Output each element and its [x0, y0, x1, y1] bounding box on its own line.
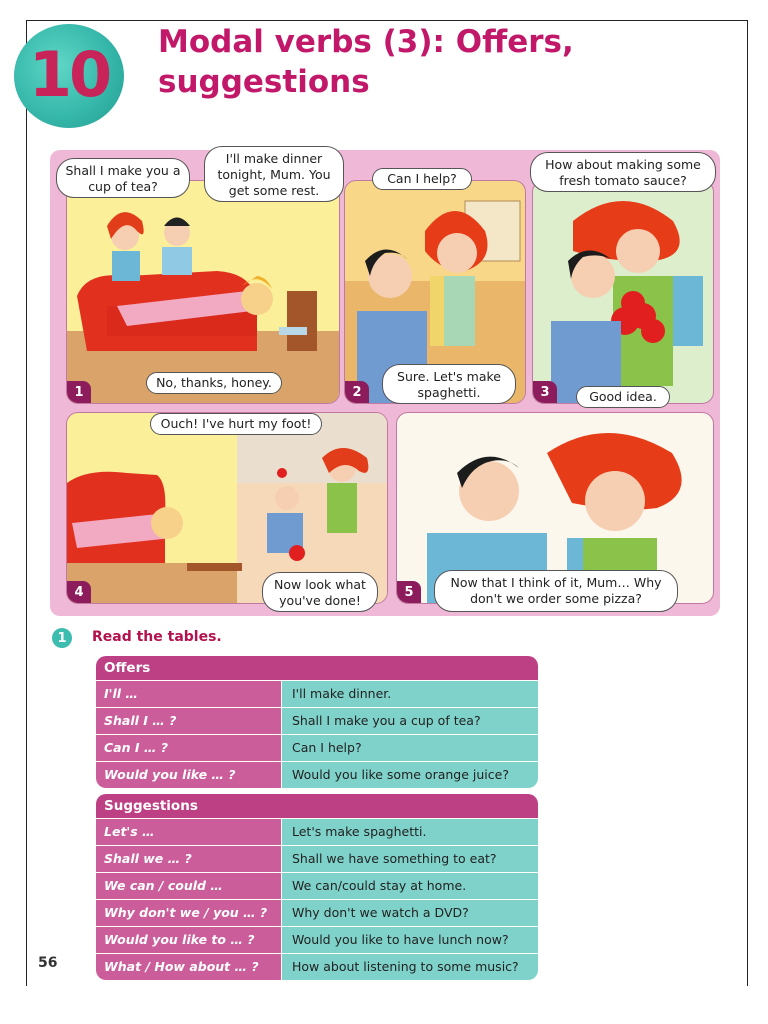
suggestions-table [96, 794, 538, 980]
structure-cell: I'll … [96, 681, 282, 707]
speech-bubble: Now look what you've done! [262, 572, 378, 612]
unit-title-line2: suggestions [158, 64, 370, 100]
speech-bubble: Ouch! I've hurt my foot! [150, 413, 322, 435]
table-row [96, 818, 538, 845]
structure-cell: Would you like … ? [96, 762, 282, 788]
speech-bubble: Sure. Let's make spaghetti. [382, 364, 516, 404]
speech-bubble: How about making some fresh tomato sauce? [530, 152, 716, 192]
example-cell: How about listening to some music? [282, 954, 538, 980]
structure-cell: Shall we … ? [96, 846, 282, 872]
speech-bubble: Good idea. [576, 386, 670, 408]
table-row [96, 845, 538, 872]
example-cell: Shall we have something to eat? [282, 846, 538, 872]
unit-title [158, 22, 718, 102]
speech-bubble: No, thanks, honey. [146, 372, 282, 394]
example-cell: I'll make dinner. [282, 681, 538, 707]
panel-number: 4 [67, 581, 91, 603]
table-heading: Offers [96, 656, 538, 680]
panel-1-illustration [67, 181, 339, 403]
speech-bubble: I'll make dinner tonight, Mum. You get some rest. [204, 146, 344, 202]
exercise-number-badge: 1 [52, 628, 72, 648]
comic-panel-3 [532, 180, 714, 404]
unit-title-line1: Modal verbs (3): Offers, [158, 24, 574, 60]
table-row [96, 707, 538, 734]
example-cell: Would you like some orange juice? [282, 762, 538, 788]
offers-table [96, 656, 538, 788]
structure-cell: What / How about … ? [96, 954, 282, 980]
page-frame-right [747, 20, 748, 986]
page-frame-left [26, 20, 27, 986]
table-row [96, 680, 538, 707]
table-row [96, 926, 538, 953]
example-cell: Why don't we watch a DVD? [282, 900, 538, 926]
example-cell: Can I help? [282, 735, 538, 761]
table-row [96, 872, 538, 899]
panel-number: 1 [67, 381, 91, 403]
speech-bubble: Shall I make you a cup of tea? [56, 158, 190, 198]
table-row [96, 899, 538, 926]
panel-number: 2 [345, 381, 369, 403]
example-cell: Let's make spaghetti. [282, 819, 538, 845]
panel-number: 3 [533, 381, 557, 403]
table-row [96, 761, 538, 788]
structure-cell: Would you like to … ? [96, 927, 282, 953]
speech-bubble: Now that I think of it, Mum… Why don't we order some pizza? [434, 570, 678, 612]
page-frame-top [26, 20, 748, 21]
page-number: 56 [38, 955, 58, 971]
table-row [96, 734, 538, 761]
unit-number: 10 [28, 38, 110, 111]
panel-number: 5 [397, 581, 421, 603]
structure-cell: Can I … ? [96, 735, 282, 761]
table-heading: Suggestions [96, 794, 538, 818]
example-cell: Shall I make you a cup of tea? [282, 708, 538, 734]
structure-cell: We can / could … [96, 873, 282, 899]
speech-bubble: Can I help? [372, 168, 472, 190]
example-cell: Would you like to have lunch now? [282, 927, 538, 953]
structure-cell: Shall I … ? [96, 708, 282, 734]
exercise-title: Read the tables. [92, 629, 222, 645]
structure-cell: Why don't we / you … ? [96, 900, 282, 926]
example-cell: We can/could stay at home. [282, 873, 538, 899]
table-row [96, 953, 538, 980]
structure-cell: Let's … [96, 819, 282, 845]
panel-3-illustration [533, 181, 713, 403]
comic-panel-1 [66, 180, 340, 404]
